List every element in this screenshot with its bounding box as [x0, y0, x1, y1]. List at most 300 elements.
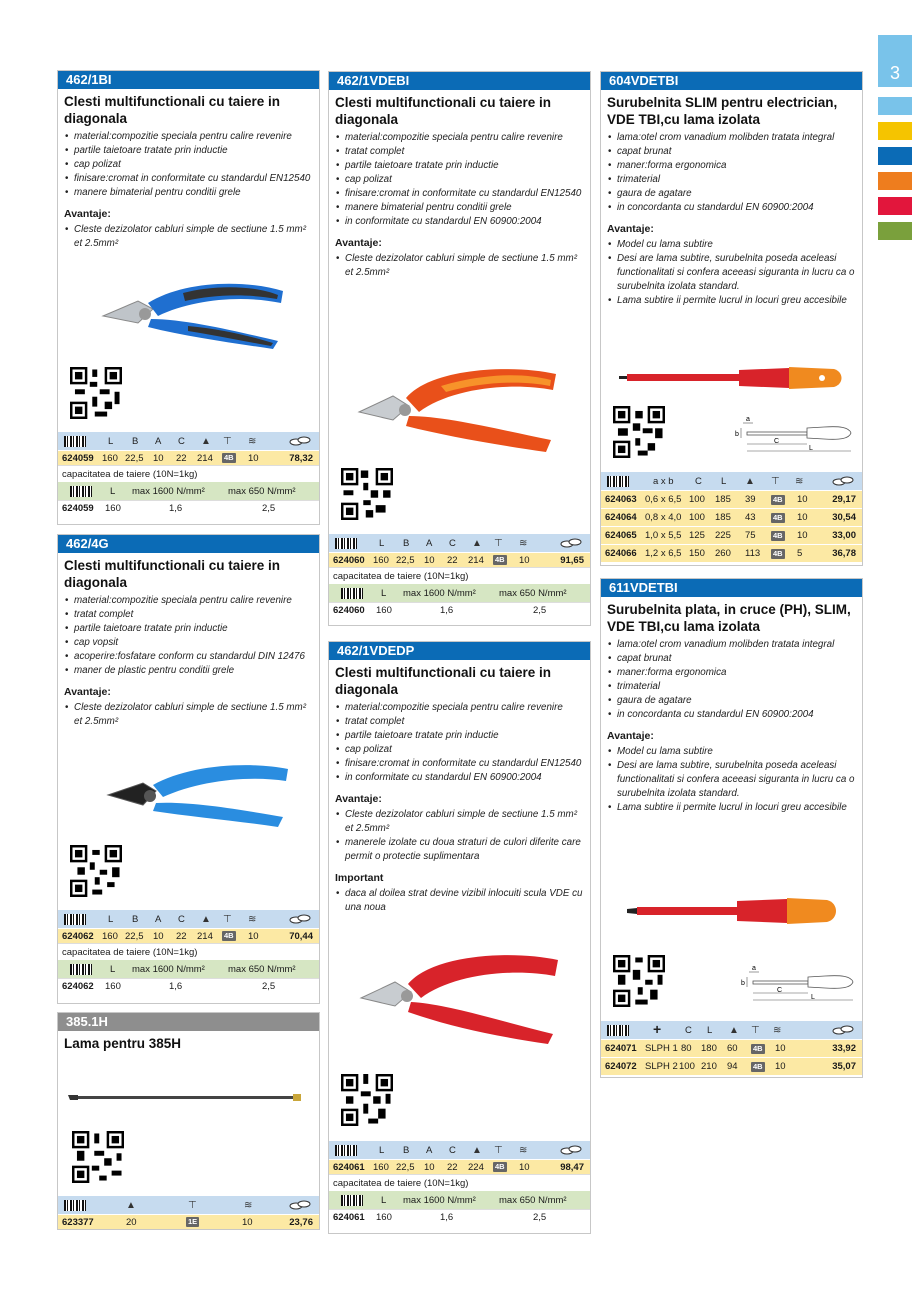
feature-item: • capat brunat	[607, 652, 856, 666]
cell-a: 10	[424, 554, 435, 566]
col-header-ab: a x b	[653, 475, 674, 487]
cell-pack: 10	[242, 1216, 253, 1228]
feature-item: • cap vopsit	[64, 636, 313, 650]
article-number: 624060	[333, 604, 365, 616]
advantages-list	[58, 698, 319, 729]
product-604vdetbi	[600, 71, 863, 566]
color-swatch-green	[878, 222, 912, 240]
barcode-icon	[341, 1195, 363, 1206]
feature-item: • material:compozitie speciala pentru calire revenire	[335, 131, 584, 145]
pack-badge: 1E	[188, 1217, 198, 1226]
diagram-label-c: C	[774, 438, 780, 445]
product-title: Clesti multifunctionali cu taiere in diagonala	[335, 665, 552, 697]
cell-a: 10	[153, 452, 164, 464]
product-code: 462/4G	[58, 535, 319, 553]
cell-l: 160	[105, 980, 121, 992]
dimension-diagram	[737, 963, 862, 1005]
feature-item: • material:compozitie speciala pentru calire revenire	[64, 130, 313, 144]
col-header-a: A	[426, 537, 433, 549]
product-code: 462/1VDEDP	[329, 642, 590, 660]
spec-table	[58, 910, 319, 993]
cell-l: 260	[715, 548, 731, 559]
weight-icon: ▲	[745, 475, 755, 487]
col-header-l: L	[110, 963, 116, 975]
col-header-l: L	[379, 537, 385, 549]
feature-list	[601, 635, 862, 722]
article-number: 624059	[62, 502, 94, 514]
product-611vdetbi	[600, 578, 863, 1078]
feature-item: • partile taietoare tratate prin inductie	[335, 729, 584, 743]
advantage-item: • Cleste dezizolator cabluri simple de sectiune 1.5 mm² et 2.5mm²	[335, 808, 584, 836]
spec-table	[601, 472, 862, 562]
pliers-blue-black-image	[93, 271, 293, 351]
feature-item: • in conformitate cu standardul EN 60900:2004	[335, 215, 584, 229]
cell-ph: SLPH 2	[645, 1061, 678, 1072]
price-coins-icon	[832, 1025, 856, 1035]
table-row	[329, 602, 590, 617]
article-number: 623377	[62, 1216, 94, 1228]
feature-item: • in concordanta cu standardul EN 60900:2004	[607, 708, 856, 722]
cell-l: 160	[373, 1161, 389, 1173]
advantage-item: • Cleste dezizolator cabluri simple de sectiune 1.5 mm² et 2.5mm²	[335, 252, 584, 280]
barcode-icon	[64, 436, 86, 447]
table-row	[329, 1209, 590, 1224]
qr-code	[72, 1131, 124, 1183]
cell-c: 100	[679, 1061, 695, 1072]
cell-c: 150	[689, 548, 705, 559]
pliers-red-vde-image	[353, 950, 568, 1045]
barcode-icon	[607, 1025, 629, 1036]
advantage-item: • manerele izolate cu doua straturi de culori diferite care permit o protectie suplimentara	[335, 836, 584, 864]
feature-item: • tratat complet	[335, 145, 584, 159]
product-title: Surubelnita SLIM pentru electrician, VDE TBI,cu lama izolata	[607, 95, 838, 127]
cell-c: 100	[689, 512, 705, 523]
cell-pack: 10	[797, 494, 808, 505]
quantity-icon: ≋	[244, 1199, 253, 1211]
article-number: 624062	[62, 930, 94, 942]
cell-ab: 1,0 x 5,5	[645, 530, 682, 541]
col-header-l: L	[381, 1194, 387, 1206]
color-swatch-yellow	[878, 122, 912, 140]
price: 36,78	[832, 548, 856, 559]
product-title: Clesti multifunctionali cu taiere in diagonala	[64, 558, 281, 590]
col-header-c: C	[449, 537, 456, 549]
table-row	[58, 978, 319, 993]
weight-icon: ▲	[729, 1024, 739, 1036]
pack-badge: 4B	[773, 548, 783, 558]
table-row	[601, 1039, 862, 1057]
feature-item: • cap polizat	[64, 158, 313, 172]
cell-ab: 1,2 x 6,5	[645, 548, 682, 559]
article-number: 624064	[605, 512, 637, 523]
packaging-icon: ⊤	[771, 475, 780, 487]
cell-a: 10	[153, 930, 164, 942]
pack-badge: 4B	[773, 494, 783, 504]
table-row	[601, 526, 862, 544]
barcode-icon	[341, 588, 363, 599]
advantage-item: • Cleste dezizolator cabluri simple de sectiune 1.5 mm² et 2.5mm²	[64, 223, 313, 251]
advantages-list	[329, 805, 590, 864]
table-row	[601, 490, 862, 508]
col-header-c: C	[178, 913, 185, 925]
color-swatch-orange	[878, 172, 912, 190]
cell-pack: 10	[248, 452, 259, 464]
packaging-icon: ⊤	[223, 913, 232, 925]
cell-max650: 2,5	[533, 1211, 547, 1223]
cell-pack: 5	[797, 548, 803, 559]
product-462-1vdedp	[328, 641, 591, 1234]
price: 98,47	[560, 1161, 584, 1173]
cell-weight: 214	[197, 930, 213, 942]
cell-weight: 43	[745, 512, 756, 523]
col-header-c: C	[178, 435, 185, 447]
quantity-icon: ≋	[519, 1144, 528, 1156]
price: 70,44	[289, 930, 313, 942]
feature-item: • tratat complet	[64, 608, 313, 622]
cell-a: 10	[424, 1161, 435, 1173]
col-header-b: B	[132, 913, 139, 925]
col-header-a: A	[426, 1144, 433, 1156]
col-header-b: B	[403, 1144, 410, 1156]
advantage-item: • Model cu lama subtire	[607, 238, 856, 252]
cell-weight: 75	[745, 530, 756, 541]
qr-code	[341, 1074, 393, 1126]
cell-l: 185	[715, 494, 731, 505]
qr-code	[613, 955, 665, 1007]
product-code: 385.1H	[58, 1013, 319, 1031]
cell-pack: 10	[775, 1061, 786, 1072]
important-heading: Important	[335, 872, 384, 884]
cell-weight: 214	[468, 554, 484, 566]
cell-weight: 94	[727, 1061, 738, 1072]
feature-item: • gaura de agatare	[607, 187, 856, 201]
pack-badge: 4B	[224, 931, 234, 940]
cell-max1600: 1,6	[440, 604, 454, 616]
spec-table	[329, 534, 590, 617]
feature-item: • material:compozitie speciala pentru calire revenire	[64, 594, 313, 608]
feature-item: • cap polizat	[335, 173, 584, 187]
pliers-orange-vde-image	[351, 364, 566, 454]
col-header-max1600: max 1600 N/mm²	[132, 963, 205, 975]
article-number: 624071	[605, 1043, 637, 1054]
price: 91,65	[560, 554, 584, 566]
col-header-max650: max 650 N/mm²	[499, 587, 567, 599]
product-code: 611VDETBI	[601, 579, 862, 597]
table-row	[58, 500, 319, 515]
table-row	[58, 1214, 319, 1229]
cell-b: 22,5	[125, 452, 144, 464]
price: 33,92	[832, 1043, 856, 1054]
article-number: 624062	[62, 980, 94, 992]
product-title: Clesti multifunctionali cu taiere in diagonala	[64, 94, 281, 126]
pack-badge: 4B	[753, 1043, 763, 1053]
quantity-icon: ≋	[773, 1024, 782, 1036]
advantage-item: • Desi are lama subtire, surubelnita poseda aceleasi functionalitati si confera aceeasi siguranta in lucru ca o surubelnita izolata standard.	[607, 252, 856, 294]
feature-item: • maner:forma ergonomica	[607, 666, 856, 680]
col-header-l: L	[110, 485, 116, 497]
feature-item: • maner de plastic pentru conditii grele	[64, 664, 313, 678]
feature-item: • cap polizat	[335, 743, 584, 757]
dimension-diagram	[729, 414, 859, 456]
col-header-a: A	[155, 435, 162, 447]
table-row	[601, 544, 862, 562]
col-header-c: C	[695, 475, 702, 487]
barcode-icon	[70, 486, 92, 497]
weight-icon: ▲	[472, 537, 482, 549]
col-header-l: L	[381, 587, 387, 599]
cell-c: 22	[447, 1161, 458, 1173]
feature-item: • partile taietoare tratate prin inductie	[64, 144, 313, 158]
product-385-1h	[57, 1012, 320, 1230]
cutting-capacity-label: capacitatea de taiere (10N=1kg)	[329, 567, 590, 584]
pack-badge: 4B	[495, 555, 505, 564]
weight-icon: ▲	[201, 435, 211, 447]
cell-weight: 224	[468, 1161, 484, 1173]
barcode-icon	[64, 1200, 86, 1211]
cutting-capacity-label: capacitatea de taiere (10N=1kg)	[58, 943, 319, 960]
col-header-l: L	[379, 1144, 385, 1156]
cell-max650: 2,5	[262, 502, 276, 514]
article-number: 624059	[62, 452, 94, 464]
feature-item: • in concordanta cu standardul EN 60900:2004	[607, 201, 856, 215]
cell-b: 22,5	[396, 1161, 415, 1173]
product-code: 462/1BI	[58, 71, 319, 89]
product-462-1bi	[57, 70, 320, 525]
col-header-c: C	[449, 1144, 456, 1156]
packaging-icon: ⊤	[494, 537, 503, 549]
feature-item: • partile taietoare tratate prin inductie	[335, 159, 584, 173]
col-header-a: A	[155, 913, 162, 925]
advantage-item: • Lama subtire ii permite lucrul in locuri greu accesibile	[607, 294, 856, 308]
price-coins-icon	[289, 1200, 313, 1210]
color-swatch-lightblue	[878, 97, 912, 115]
advantage-item: • Lama subtire ii permite lucrul in locuri greu accesibile	[607, 801, 856, 815]
cell-b: 22,5	[125, 930, 144, 942]
cell-l: 185	[715, 512, 731, 523]
advantages-heading: Avantaje:	[64, 208, 111, 220]
price: 30,54	[832, 512, 856, 523]
feature-item: • partile taietoare tratate prin inductie	[64, 622, 313, 636]
feature-item: • material:compozitie speciala pentru calire revenire	[335, 701, 584, 715]
spec-table	[329, 1141, 590, 1224]
feature-item: • finisare:cromat in conformitate cu standardul EN12540	[335, 757, 584, 771]
pack-badge: 4B	[773, 512, 783, 522]
cell-max1600: 1,6	[440, 1211, 454, 1223]
advantage-item: • Cleste dezizolator cabluri simple de sectiune 1.5 mm² et 2.5mm²	[64, 701, 313, 729]
article-number: 624061	[333, 1211, 365, 1223]
spec-table	[58, 1196, 319, 1229]
cell-max1600: 1,6	[169, 980, 183, 992]
barcode-icon	[335, 1145, 357, 1156]
diagram-label-b: b	[735, 431, 739, 438]
col-header-b: B	[403, 537, 410, 549]
product-462-1vdebi	[328, 71, 591, 626]
cell-c: 22	[176, 930, 187, 942]
cell-c: 22	[176, 452, 187, 464]
article-number: 624060	[333, 554, 365, 566]
packaging-icon: ⊤	[751, 1024, 760, 1036]
cell-pack: 10	[797, 512, 808, 523]
barcode-icon	[335, 538, 357, 549]
cell-c: 80	[681, 1043, 692, 1054]
col-header-max650: max 650 N/mm²	[228, 485, 296, 497]
feature-item: • tratat complet	[335, 715, 584, 729]
product-title: Lama pentru 385H	[64, 1036, 182, 1051]
cell-c: 100	[689, 494, 705, 505]
quantity-icon: ≋	[248, 913, 257, 925]
advantages-heading: Avantaje:	[607, 223, 654, 235]
product-462-4g	[57, 534, 320, 1004]
price-coins-icon	[289, 914, 313, 924]
weight-icon: ▲	[472, 1144, 482, 1156]
price: 35,07	[832, 1061, 856, 1072]
advantages-list	[58, 220, 319, 251]
col-header-max650: max 650 N/mm²	[499, 1194, 567, 1206]
pack-badge: 4B	[495, 1162, 505, 1171]
blade-image	[68, 1091, 308, 1105]
weight-icon: ▲	[201, 913, 211, 925]
feature-list	[329, 128, 590, 229]
cell-pack: 10	[797, 530, 808, 541]
price-coins-icon	[560, 1145, 584, 1155]
cell-b: 22,5	[396, 554, 415, 566]
advantage-item: • Model cu lama subtire	[607, 745, 856, 759]
feature-item: • trimaterial	[607, 173, 856, 187]
cell-weight: 60	[727, 1043, 738, 1054]
barcode-icon	[64, 914, 86, 925]
barcode-icon	[70, 964, 92, 975]
color-swatch-red	[878, 197, 912, 215]
cell-max650: 2,5	[262, 980, 276, 992]
qr-code	[341, 468, 393, 520]
advantages-heading: Avantaje:	[335, 793, 382, 805]
cell-ph: SLPH 1	[645, 1043, 678, 1054]
col-header-l: L	[707, 1024, 713, 1036]
packaging-icon: ⊤	[494, 1144, 503, 1156]
packaging-icon: ⊤	[223, 435, 232, 447]
cell-l: 210	[701, 1061, 717, 1072]
cell-weight: 214	[197, 452, 213, 464]
feature-item: • manere bimaterial pentru conditii grele	[335, 201, 584, 215]
advantages-heading: Avantaje:	[64, 686, 111, 698]
col-header-l: L	[108, 913, 114, 925]
important-item: • daca al doilea strat devine vizibil inlocuiti scula VDE cu una noua	[335, 887, 584, 915]
quantity-icon: ≋	[795, 475, 804, 487]
advantages-list	[601, 742, 862, 815]
cell-weight: 20	[126, 1216, 137, 1228]
price-coins-icon	[560, 538, 584, 548]
weight-icon: ▲	[126, 1199, 136, 1211]
cell-max1600: 1,6	[169, 502, 183, 514]
cell-l: 180	[701, 1043, 717, 1054]
feature-item: • in conformitate cu standardul EN 60900:2004	[335, 771, 584, 785]
table-row	[58, 928, 319, 943]
product-code: 462/1VDEBI	[329, 72, 590, 90]
cutting-capacity-label: capacitatea de taiere (10N=1kg)	[58, 465, 319, 482]
feature-item: • finisare:cromat in conformitate cu standardul EN12540	[64, 172, 313, 186]
article-number: 624061	[333, 1161, 365, 1173]
advantages-list	[601, 235, 862, 308]
cell-pack: 10	[519, 554, 530, 566]
price-coins-icon	[289, 436, 313, 446]
feature-list	[601, 128, 862, 215]
feature-list	[58, 127, 319, 200]
cell-l: 160	[376, 1211, 392, 1223]
feature-list	[329, 698, 590, 785]
col-header-max650: max 650 N/mm²	[228, 963, 296, 975]
color-swatch-blue	[878, 147, 912, 165]
price: 78,32	[289, 452, 313, 464]
col-header-l: L	[108, 435, 114, 447]
table-row	[601, 508, 862, 526]
product-title: Surubelnita plata, in cruce (PH), SLIM, VDE TBI,cu lama izolata	[607, 602, 851, 634]
cell-l: 160	[376, 604, 392, 616]
cell-weight: 39	[745, 494, 756, 505]
cell-weight: 113	[745, 548, 761, 559]
feature-item: • lama:otel crom vanadium molibden tratata integral	[607, 131, 856, 145]
feature-item: • maner:forma ergonomica	[607, 159, 856, 173]
feature-item: • capat brunat	[607, 145, 856, 159]
feature-item: • acoperire:fosfatare conform cu standardul DIN 12476	[64, 650, 313, 664]
page-number-tab: 3	[878, 35, 912, 87]
table-row	[329, 1159, 590, 1174]
screwdriver-phillips-image	[627, 895, 842, 927]
price: 33,00	[832, 530, 856, 541]
barcode-icon	[607, 476, 629, 487]
feature-item: • trimaterial	[607, 680, 856, 694]
feature-list	[58, 591, 319, 678]
diagram-label-a: a	[752, 965, 756, 972]
quantity-icon: ≋	[248, 435, 257, 447]
col-header-c: C	[685, 1024, 692, 1036]
diagram-label-b: b	[741, 980, 745, 987]
advantages-heading: Avantaje:	[335, 237, 382, 249]
feature-item: • manere bimaterial pentru conditii grele	[64, 186, 313, 200]
qr-code	[613, 406, 665, 458]
price: 29,17	[832, 494, 856, 505]
article-number: 624066	[605, 548, 637, 559]
cell-max650: 2,5	[533, 604, 547, 616]
phillips-icon: +	[653, 1021, 662, 1037]
table-row	[329, 552, 590, 567]
cell-c: 22	[447, 554, 458, 566]
feature-item: • lama:otel crom vanadium molibden tratata integral	[607, 638, 856, 652]
cell-pack: 10	[248, 930, 259, 942]
qr-code	[70, 845, 122, 897]
cell-l: 225	[715, 530, 731, 541]
spec-table	[601, 1021, 862, 1075]
diagram-label-l: L	[809, 445, 813, 452]
table-row	[58, 450, 319, 465]
cell-ab: 0,6 x 6,5	[645, 494, 682, 505]
cell-l: 160	[373, 554, 389, 566]
cell-c: 125	[689, 530, 705, 541]
advantage-item: • Desi are lama subtire, surubelnita poseda aceleasi functionalitati si confera aceeasi siguranta in lucru ca o surubelnita izolata standard.	[607, 759, 856, 801]
pack-badge: 4B	[753, 1061, 763, 1071]
product-title: Clesti multifunctionali cu taiere in diagonala	[335, 95, 552, 127]
quantity-icon: ≋	[519, 537, 528, 549]
packaging-icon: ⊤	[188, 1199, 197, 1211]
col-header-max1600: max 1600 N/mm²	[403, 587, 476, 599]
spec-table	[58, 432, 319, 515]
pack-badge: 4B	[773, 530, 783, 540]
diagram-label-a: a	[746, 416, 750, 423]
col-header-l: L	[721, 475, 727, 487]
price: 23,76	[289, 1216, 313, 1228]
feature-item: • gaura de agatare	[607, 694, 856, 708]
diagram-label-c: C	[777, 987, 783, 994]
table-row	[601, 1057, 862, 1075]
